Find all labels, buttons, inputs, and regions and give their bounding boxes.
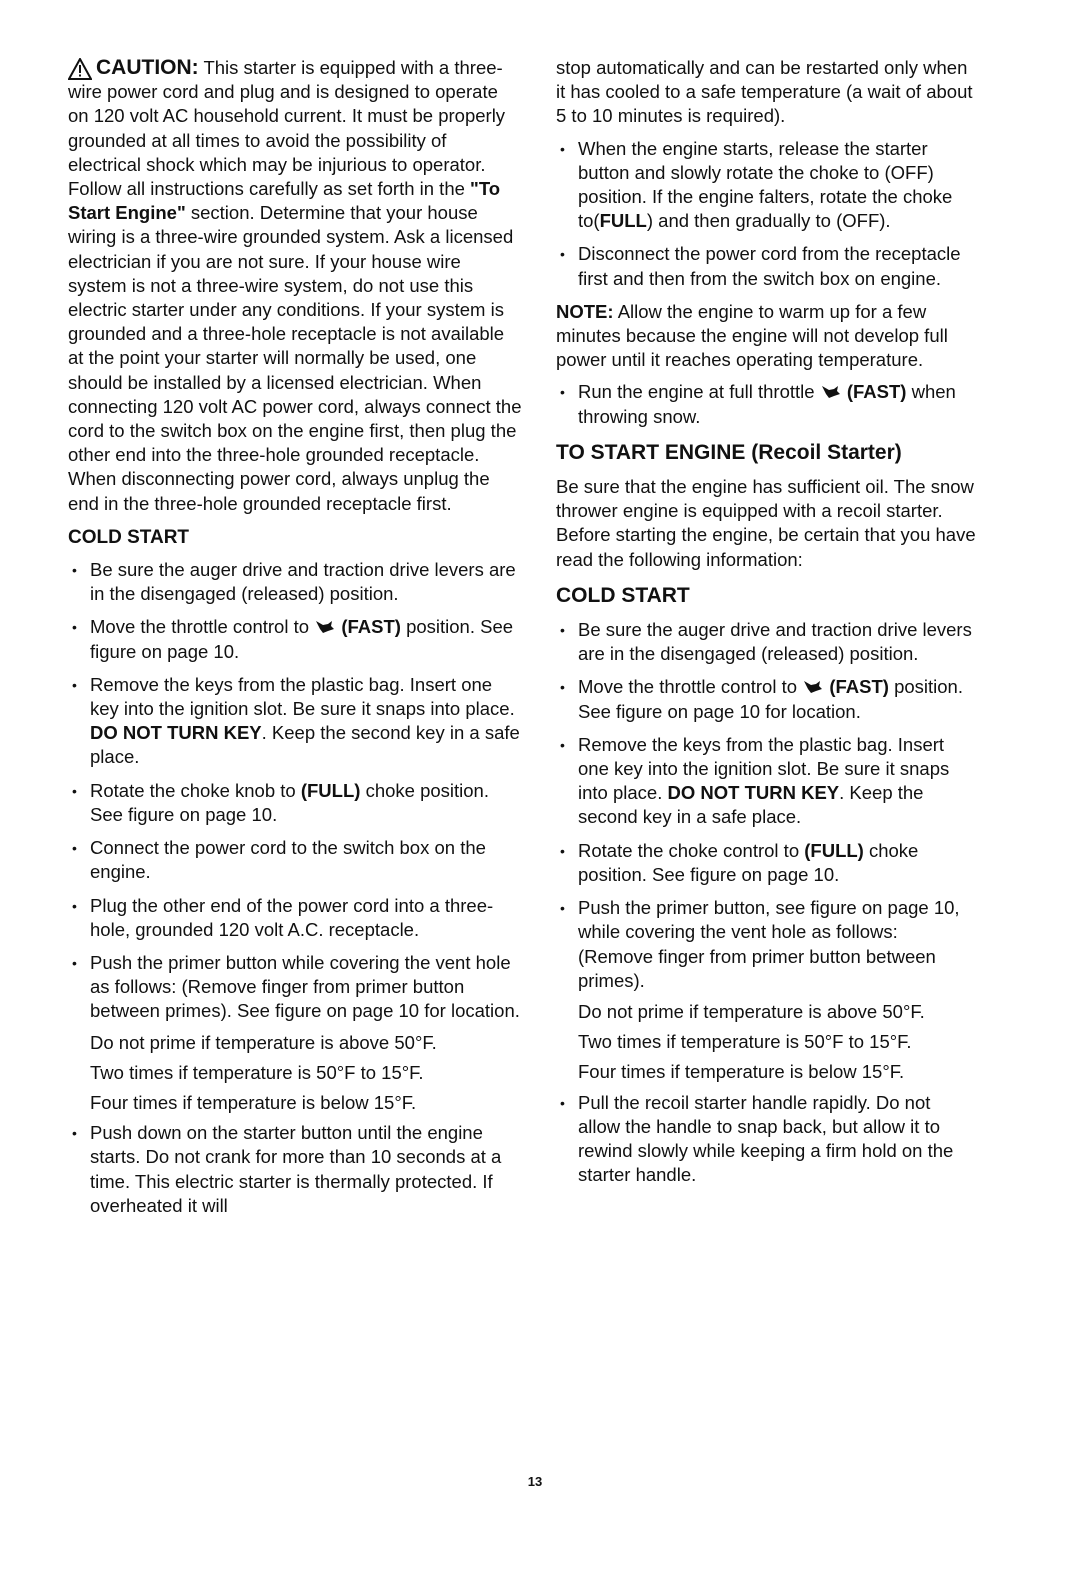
prime-line: Do not prime if temperature is above 50°F. xyxy=(578,1000,925,1022)
item-text: Move the throttle control to xyxy=(578,676,798,698)
item-text: Run the engine at full throttle xyxy=(578,381,815,403)
caution-ref: "To Start Engine" xyxy=(68,178,501,224)
item-bold: (FULL) xyxy=(804,839,864,861)
list-item: • Be sure the auger drive and traction drive levers are in the disengaged (released) position. xyxy=(556,618,976,666)
caution-text: This starter is equipped with a three-wire power cord and plug and is designed to operate on 120 volt AC household current. It must be properly grounded at all times to avoid the possibility of electrical shock which may be injurious to operator. Follow all instructions carefully as set forth in the xyxy=(68,57,506,200)
item-bold: FULL xyxy=(599,210,647,232)
recoil-starter-heading: TO START ENGINE (Recoil Starter) xyxy=(556,440,902,464)
list-item xyxy=(556,675,976,723)
after-start-list xyxy=(556,137,976,291)
list-item xyxy=(68,615,523,663)
caution-label: CAUTION: xyxy=(96,56,199,79)
item-bold: (FAST) xyxy=(341,616,401,638)
item-bold: (FAST) xyxy=(829,676,889,698)
item-text: Rotate the choke knob to xyxy=(90,779,296,801)
prime-line: Two times if temperature is 50°F to 15°F. xyxy=(90,1061,424,1083)
list-item xyxy=(68,673,523,770)
list-item xyxy=(556,733,976,830)
electric-cold-start-list-cont xyxy=(68,1121,523,1218)
item-text: When the engine starts, release the starter button and slowly rotate the choke to (OFF) position. If the engine falters, rotate the choke to( xyxy=(578,137,953,232)
list-item: • Plug the other end of the power cord into a three-hole, grounded 120 volt A.C. receptacle. xyxy=(68,894,523,942)
item-text: Rotate the choke control to xyxy=(578,839,800,861)
item-text: when throwing snow. xyxy=(578,381,956,427)
list-item: • Be sure the auger drive and traction drive levers are in the disengaged (released) position. xyxy=(68,558,523,606)
list-item: • Disconnect the power cord from the receptacle first and then from the switch box on engine. xyxy=(556,242,976,290)
item-text: choke position. See figure on page 10. xyxy=(90,779,489,825)
prime-line: Two times if temperature is 50°F to 15°F. xyxy=(578,1031,912,1053)
page-number: 13 xyxy=(527,1474,543,1489)
item-text: . Keep the second key in a safe place. xyxy=(578,782,924,828)
recoil-cold-start-list xyxy=(556,618,976,993)
list-item xyxy=(556,380,976,428)
item-text: . Keep the second key in a safe place. xyxy=(90,722,520,768)
caution-paragraph xyxy=(68,56,523,516)
list-item xyxy=(556,839,976,887)
prime-instructions xyxy=(90,1031,523,1116)
recoil-intro: Be sure that the engine has sufficient oil. The snow thrower engine is equipped with a recoil starter. Before starting the engine, be certain that you have read the following information: xyxy=(556,476,976,570)
list-item: • Push down on the starter button until the engine starts. Do not crank for more than 10 seconds at a time. This electric starter is thermally protected. If overheated it will xyxy=(68,1121,523,1218)
prime-line: Four times if temperature is below 15°F. xyxy=(90,1091,417,1113)
rabbit-fast-icon xyxy=(820,382,842,398)
item-text: Move the throttle control to xyxy=(90,616,310,638)
cold-start-heading-electric: COLD START xyxy=(68,526,190,548)
list-item: • Push the primer button while covering the vent hole as follows: (Remove finger from primer button between primes). See figure on page 10 for location. xyxy=(68,951,523,1024)
item-bold: DO NOT TURN KEY xyxy=(667,782,840,804)
item-text: ) and then gradually to (OFF). xyxy=(646,210,891,232)
caution-text-2: section. Determine that your house wiring is a three-wire grounded system. Ask a licensed electrician if you are not sure. If your house wire system is not a three-wire system, do not use this electric starter under any conditions. If your system is grounded and a three-hole receptacle is not available at the point your starter will normally be used, one should be installed by a licensed electrician. When connecting 120 volt AC power cord, always connect the cord to the switch box on the engine first, then plug the other end into the three-hole grounded receptacle. When disconnecting power cord, always unplug the end in the three-hole grounded receptacle first. xyxy=(68,202,522,514)
item-text: Remove the keys from the plastic bag. Insert one key into the ignition slot. Be sure it snaps into place. xyxy=(578,733,950,804)
rabbit-fast-icon xyxy=(802,677,824,693)
item-bold: (FULL) xyxy=(300,779,361,801)
cold-start-heading-recoil: COLD START xyxy=(556,583,690,607)
recoil-cold-start-list-cont xyxy=(556,1091,976,1188)
throttle-list xyxy=(556,380,976,428)
list-item: • Connect the power cord to the switch box on the engine. xyxy=(68,836,523,884)
item-bold: DO NOT TURN KEY xyxy=(90,722,262,744)
note-label: NOTE: xyxy=(556,300,614,322)
item-text: Remove the keys from the plastic bag. Insert one key into the ignition slot. Be sure it snaps into place. xyxy=(90,673,515,720)
item-text: choke position. See figure on page 10. xyxy=(578,839,919,885)
electric-cold-start-list xyxy=(68,558,523,1023)
list-item: • Pull the recoil starter handle rapidly. Do not allow the handle to snap back, but allow it to rewind slowly while keeping a firm hold on the starter handle. xyxy=(556,1091,976,1188)
list-item xyxy=(556,137,976,234)
note-paragraph xyxy=(556,300,976,373)
list-item: • Push the primer button, see figure on page 10, while covering the vent hole as follows: (Remove finger from primer button between primes). xyxy=(556,896,976,993)
left-column xyxy=(68,56,523,1227)
prime-line: Four times if temperature is below 15°F. xyxy=(578,1061,905,1083)
prime-line: Do not prime if temperature is above 50°F. xyxy=(90,1031,437,1053)
prime-instructions xyxy=(578,1000,976,1085)
continuation-text: stop automatically and can be restarted only when it has cooled to a safe temperature (a wait of about 5 to 10 minutes is required). xyxy=(556,57,973,127)
right-column xyxy=(556,56,976,1196)
rabbit-fast-icon xyxy=(314,617,336,633)
note-text: Allow the engine to warm up for a few minutes because the engine will not develop full power until it reaches operating temperature. xyxy=(556,300,948,371)
item-text: position. See figure on page 10 for location. xyxy=(578,676,963,722)
item-bold: (FAST) xyxy=(846,381,907,403)
list-item xyxy=(68,779,523,827)
item-text: position. See figure on page 10. xyxy=(90,616,514,662)
warning-triangle-icon xyxy=(68,58,92,80)
